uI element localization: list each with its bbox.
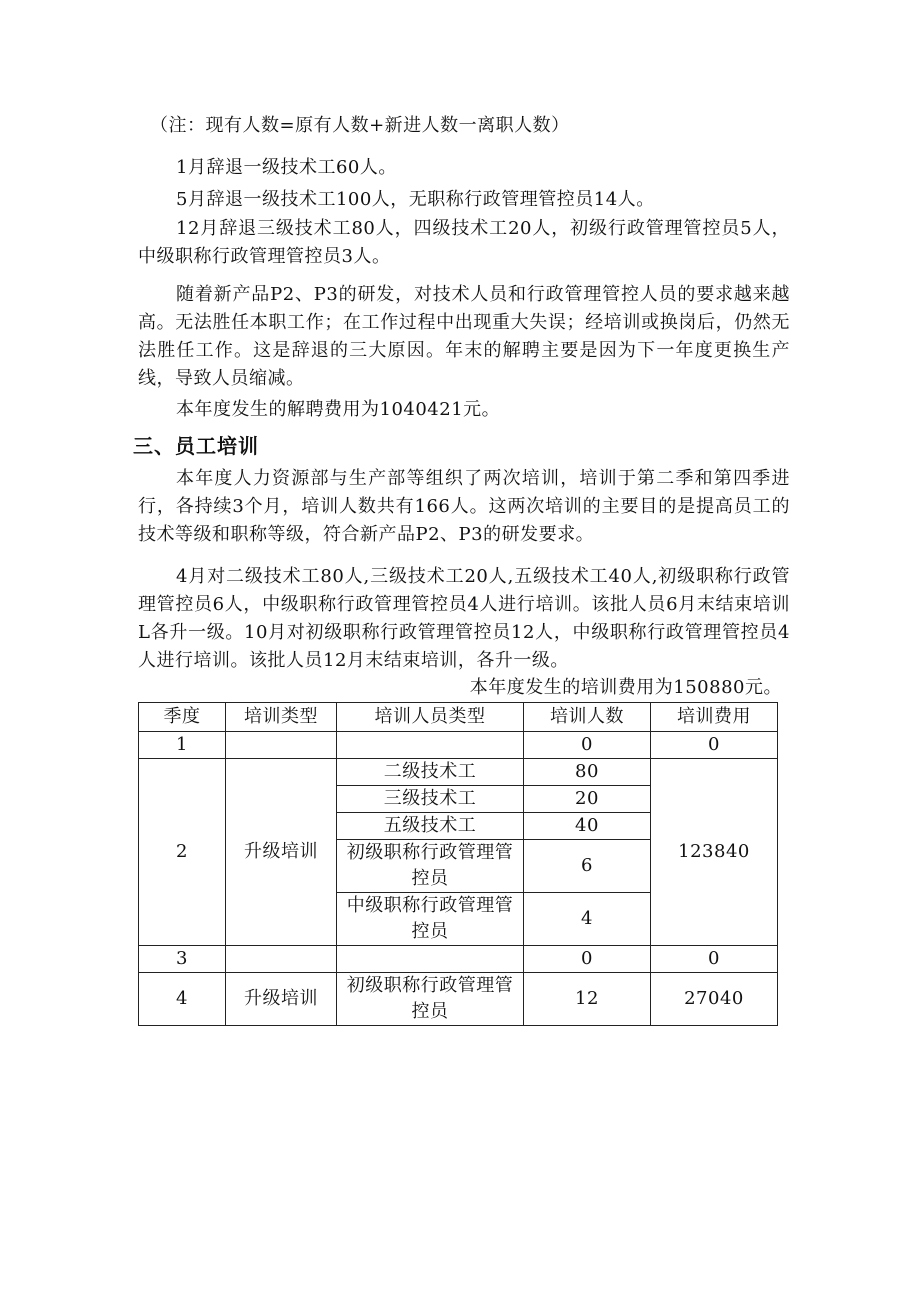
cell-cost: 27040 — [651, 973, 778, 1026]
cell-cost: 0 — [651, 732, 778, 759]
cell-training-type: 升级培训 — [226, 759, 337, 946]
cell-staff-type — [337, 946, 524, 973]
cell-count: 12 — [524, 973, 651, 1026]
cell-quarter: 1 — [139, 732, 226, 759]
cell-staff-type: 三级技术工 — [337, 786, 524, 813]
cell-staff-type: 初级职称行政管理管控员 — [337, 840, 524, 893]
dismissal-reason-paragraph: 随着新产品P2、P3的研发，对技术人员和行政管理管控人员的要求越来越高。无法胜任本职工作；在工作过程中出现重大失误；经培训或换岗后，仍然无法胜任工作。这是辞退的三大原因。年末的解聘主要是因为下一年度更换生产线，导致人员缩减。 — [138, 284, 790, 389]
table-row — [139, 973, 778, 1026]
section-title-training: 三、员工培训 — [133, 434, 259, 458]
note-line: （注：现有人数=原有人数+新进人数一离职人数） — [150, 115, 570, 136]
cell-staff-type: 五级技术工 — [337, 813, 524, 840]
header-staff-type: 培训人员类型 — [337, 703, 524, 732]
cell-count: 4 — [524, 893, 651, 946]
training-cost-line: 本年度发生的培训费用为150880元。 — [469, 677, 782, 698]
header-quarter: 季度 — [139, 703, 226, 732]
table-header-row — [139, 703, 778, 732]
table-row — [139, 732, 778, 759]
cell-staff-type: 二级技术工 — [337, 759, 524, 786]
cell-training-type: 升级培训 — [226, 973, 337, 1026]
cell-count: 80 — [524, 759, 651, 786]
training-table — [138, 702, 778, 1026]
table-row — [139, 759, 778, 786]
cell-cost: 0 — [651, 946, 778, 973]
cell-count: 0 — [524, 946, 651, 973]
training-intro-paragraph: 本年度人力资源部与生产部等组织了两次培训，培训于第二季和第四季进行，各持续3个月，培训人数共有166人。这两次培训的主要目的是提高员工的技术等级和职称等级，符合新产品P2、P3的研发要求。 — [138, 468, 790, 545]
cell-training-type — [226, 732, 337, 759]
cell-quarter: 3 — [139, 946, 226, 973]
header-training-cost: 培训费用 — [651, 703, 778, 732]
cell-staff-type — [337, 732, 524, 759]
cell-quarter: 4 — [139, 973, 226, 1026]
cell-staff-type: 初级职称行政管理管控员 — [337, 973, 524, 1026]
cell-training-type — [226, 946, 337, 973]
cell-count: 6 — [524, 840, 651, 893]
cell-count: 40 — [524, 813, 651, 840]
header-training-type: 培训类型 — [226, 703, 337, 732]
dismissal-may: 5月辞退一级技术工100人，无职称行政管理管控员14人。 — [176, 189, 655, 210]
cell-cost: 123840 — [651, 759, 778, 946]
dismissal-dec: 12月辞退三级技术工80人，四级技术工20人，初级行政管理管控员5人，中级职称行政管理管控员3人。 — [138, 218, 790, 267]
header-trainee-count: 培训人数 — [524, 703, 651, 732]
cell-quarter: 2 — [139, 759, 226, 946]
cell-count: 0 — [524, 732, 651, 759]
table-row — [139, 946, 778, 973]
dismissal-cost-line: 本年度发生的解聘费用为1040421元。 — [176, 399, 501, 420]
dismissal-jan: 1月辞退一级技术工60人。 — [176, 157, 397, 178]
training-detail-paragraph: 4月对二级技术工80人,三级技术工20人,五级技术工40人,初级职称行政管理管控员6人，中级职称行政管理管控员4人进行培训。该批人员6月末结束培训L各升一级。10月对初级职称行政管理管控员12人，中级职称行政管理管控员4人进行培训。该批人员12月末结束培训，各升一级。 — [138, 566, 790, 671]
cell-staff-type: 中级职称行政管理管控员 — [337, 893, 524, 946]
cell-count: 20 — [524, 786, 651, 813]
